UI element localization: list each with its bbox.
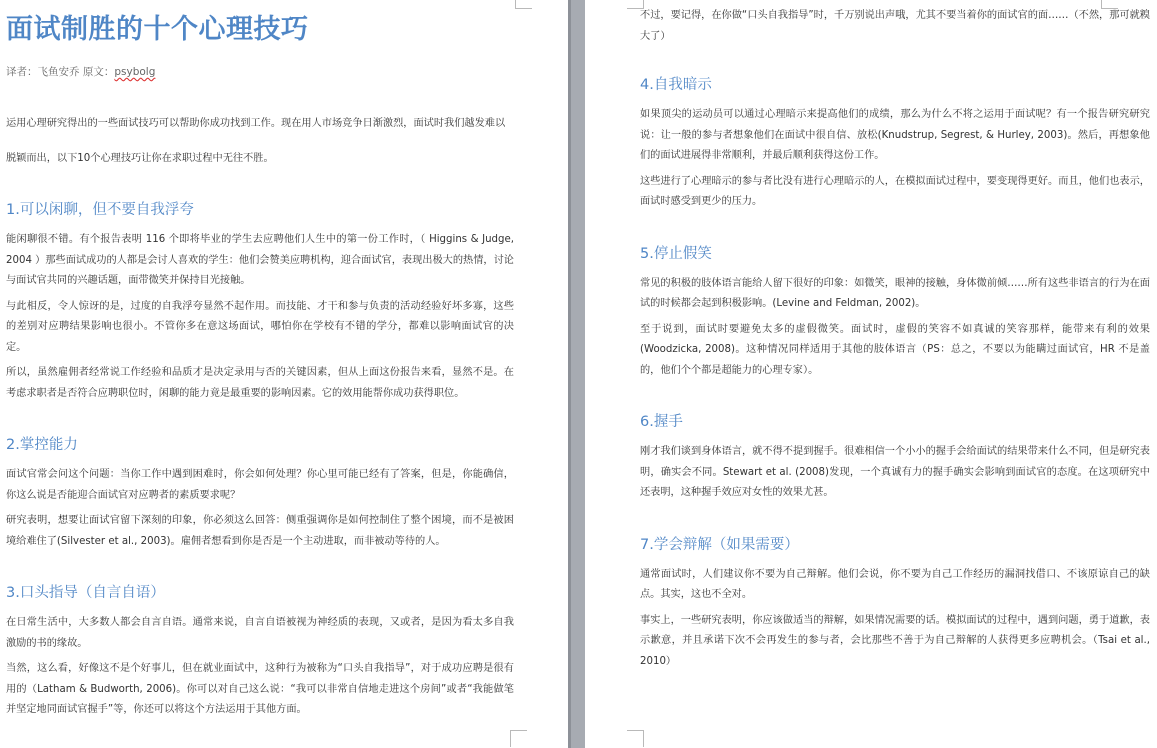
page-corner-mark — [627, 730, 644, 747]
section-paragraph: 事实上，一些研究表明，你应该做适当的辩解，如果情况需要的话。模拟面试的过程中，遇到问题，勇于道歉，表示歉意，并且承诺下次不会再发生的参与者，会比那些不善于为自己辩解的人获得更多应聘机会。（Tsai et al., 2010） — [640, 614, 1150, 667]
gutter-shadow — [568, 0, 571, 748]
section-paragraph: 面试官常会问这个问题：当你工作中遇到困难时，你会如何处理？你心里可能已经有了答案，但是，你能确信，你这么说是否能迎合面试官对应聘者的素质要求呢？ — [6, 469, 514, 501]
section-paragraph: 至于说到，面试时要避免太多的虚假微笑。面试时，虚假的笑容不如真诚的笑容那样，能带来有利的效果(Woodzicka, 2008)。这种情况同样适用于其他的肢体语言（PS：总之，不要以为能瞒过面试官，HR 不是盖的，他们个个都是超能力的心理专家）。 — [640, 323, 1150, 376]
section-paragraph: 这些进行了心理暗示的参与者比没有进行心理暗示的人，在模拟面试过程中，要变现得更好。而且，他们也表示，面试时感受到更少的压力。 — [640, 175, 1150, 207]
page-content — [640, 0, 1150, 672]
section-paragraph: 研究表明，想要让面试官留下深刻的印象，你必须这么回答：侧重强调你是如何控制住了整个困境，而不是被困境给难住了(Silvester et al., 2003)。雇佣者想看到你是否是一个主动进取，而非被动等待的人。 — [6, 515, 514, 547]
intro-paragraph: 脱颖而出，以下10个心理技巧让你在求职过程中无往不胜。 — [6, 152, 274, 164]
section-paragraph: 如果顶尖的运动员可以通过心理暗示来提高他们的成绩，那么为什么不将之运用于面试呢？有一个报告研究研究说：让一般的参与者想象他们在面试中很自信、放松(Knudstrup, Segrest, & Hurley, 2003)。然后，再想象他们的面试进展得非常顺利，并最后顺利获得这份工作。 — [640, 109, 1150, 161]
document-page-right — [585, 0, 1157, 748]
section-paragraph: 刚才我们谈到身体语言，就不得不提到握手。很难相信一个小小的握手会给面试的结果带来什么不同，但是研究表明，确实会不同。Stewart et al. (2008)发现，一个真诚有力的握手确实会影响到面试官的态度。在这项研究中还表明，这种握手效应对女性的效果尤甚。 — [640, 446, 1150, 498]
section-heading-5: 5.停止假笑 — [640, 245, 712, 262]
byline-translator: 译者：飞鱼安乔 原文： — [6, 66, 115, 78]
document-page-left — [0, 0, 568, 748]
section-paragraph: 通常面试时，人们建议你不要为自己辩解。他们会说，你不要为自己工作经历的漏洞找借口、不该原谅自己的缺点。其实，这也不全对。 — [640, 568, 1150, 600]
section-paragraph: 常见的积极的肢体语言能给人留下很好的印象：如微笑，眼神的接触，身体微前倾……所有这些非语言的行为在面试的时候都会起到积极影响。(Levine and Feldman, 2002)。 — [640, 277, 1150, 309]
document-title: 面试制胜的十个心理技巧 — [6, 14, 309, 45]
section-heading-1: 1.可以闲聊，但不要自我浮夸 — [6, 202, 194, 218]
section-heading-7: 7.学会辩解（如果需要） — [640, 536, 799, 553]
page-corner-mark — [515, 0, 532, 9]
section-heading-2: 2.掌控能力 — [6, 437, 78, 453]
page-content — [6, 0, 514, 721]
section-heading-3: 3.口头指导（自言自语） — [6, 585, 165, 601]
section-paragraph: 所以，虽然雇佣者经常说工作经验和品质才是决定录用与否的关键因素，但从上面这份报告来看，显然不是。在考虑求职者是否符合应聘职位时，闲聊的能力竟是最重要的影响因素。它的效用能帮你成功获得职位。 — [6, 367, 514, 399]
byline-source: psybolg — [114, 66, 156, 78]
section-paragraph: 在日常生活中，大多数人都会自言自语。通常来说，自言自语被视为神经质的表现，又或者，是因为看太多自我激励的书的缘故。 — [6, 617, 514, 649]
section-paragraph: 能闲聊很不错。有个报告表明 116 个即将毕业的学生去应聘他们人生中的第一份工作时，（ Higgins & Judge, 2004 ）那些面试成功的人都是会讨人喜欢的学生：他们会赞美应聘机构，迎合面试官，表现出极大的热情，讨论与面试官共同的兴趣话题，面带微笑并保持目光接触。 — [6, 234, 514, 286]
page-corner-mark — [510, 730, 527, 747]
section-heading-4: 4.自我暗示 — [640, 77, 712, 93]
section-paragraph: 与此相反，令人惊讶的是，过度的自我浮夸显然不起作用。而技能、才干和参与负责的活动经验好坏多寡，这些的差别对应聘结果影响也很小。不管你多在意这场面试，哪怕你在学校有不错的学分，都难以影响面试官的决定。 — [6, 300, 514, 353]
section-paragraph: 不过，要记得，在你做“口头自我指导”时，千万别说出声哦，尤其不要当着你的面试官的面……（不然，那可就糗大了） — [640, 10, 1150, 42]
byline — [6, 64, 514, 80]
page-gutter — [568, 0, 585, 748]
section-heading-6: 6.握手 — [640, 414, 683, 430]
section-paragraph: 当然，这么看，好像这不是个好事儿，但在就业面试中，这种行为被称为“口头自我指导”，对于成功应聘是很有用的（Latham & Budworth, 2006)。你可以对自己这么说：“我可以非常自信地走进这个房间”或者“我能做笔并坚定地同面试官握手”等，你还可以将这个方法运用于其他方面。 — [6, 663, 514, 715]
intro-paragraph: 运用心理研究得出的一些面试技巧可以帮助你成功找到工作。现在用人市场竞争日渐激烈，面试时我们越发难以 — [6, 118, 506, 129]
